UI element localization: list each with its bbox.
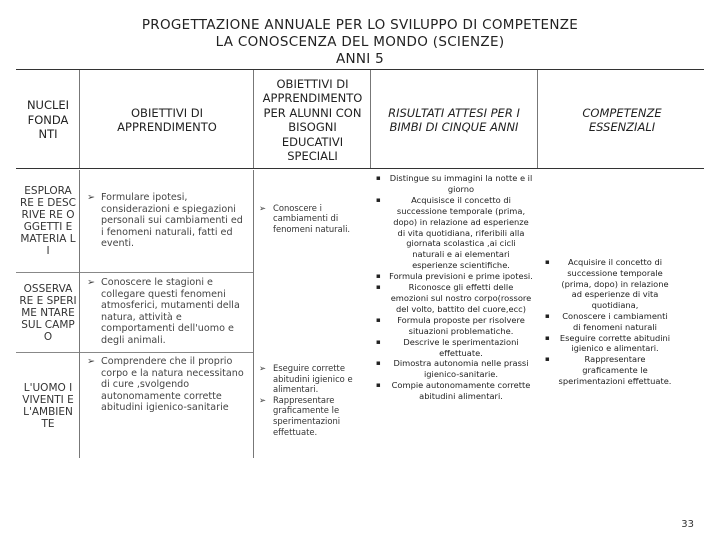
obiettivo-speciale-text: Conoscere i cambiamenti di fenomeni naturali.	[273, 203, 351, 234]
list-item	[544, 311, 672, 333]
header-obiettivi	[82, 72, 252, 168]
nucleo-2-text: OSSERVA RE E SPERIME NTARE SUL CAMPO	[19, 283, 77, 343]
nucleo-1	[18, 172, 78, 270]
header-nuclei	[18, 72, 78, 168]
header-divider-1	[79, 70, 80, 168]
header-obiettivi-speciali	[256, 72, 369, 168]
competenza-text: Conoscere i cambiamenti di fenomeni naturali	[562, 310, 668, 332]
title-line-2: LA CONOSCENZA DEL MONDO (SCIENZE)	[215, 34, 505, 50]
arrow-bullet-icon: ➢	[259, 203, 267, 213]
row-rule-3	[80, 272, 253, 273]
risultato-text: Acquisisce il concetto di successione temporale (prima, dopo) in relazione ad esperienze di vita quotidiana, riferibili alla giornata scolastica ,ai cicli naturali e ai elementari esperienze scientifiche.	[393, 194, 529, 271]
obiettivo-text: Conoscere le stagioni e collegare questi fenomeni atmosferici, mutamenti della natura, attività e comportamenti dell'uomo e degli animali.	[101, 277, 240, 346]
risultato-text: Distingue su immagini la notte e il giorno	[389, 173, 533, 194]
square-bullet-icon: ▪	[376, 337, 381, 346]
square-bullet-icon: ▪	[545, 333, 550, 342]
risultato-text: Riconosce gli effetti delle emozioni sul nostro corpo(rossore del volto, battito del cuore,ecc)	[390, 282, 532, 314]
square-bullet-icon: ▪	[545, 355, 550, 364]
row-rule-4	[80, 352, 253, 353]
list-item	[375, 315, 533, 337]
nucleo-2	[18, 274, 78, 352]
row-rule-2	[16, 352, 79, 353]
obiettivo-text: Comprendere che il proprio corpo e la natura necessitano di cure ,svolgendo autonomamente corrette abitudini igienico-sanitarie	[101, 356, 244, 414]
list-item	[259, 395, 364, 437]
header-divider-2	[253, 70, 254, 168]
list-item	[375, 195, 533, 271]
square-bullet-icon: ▪	[376, 359, 381, 368]
body-divider-2	[253, 170, 254, 458]
risultati-list	[375, 173, 533, 402]
list-item	[544, 354, 672, 386]
obiettivo-list-1	[87, 192, 247, 250]
list-item	[375, 380, 533, 402]
competenza-text: Acquisire il concetto di successione temporale (prima, dopo) in relazione ad esperienze di vita quotidiana,	[561, 257, 669, 311]
obiettivo-list-2	[87, 277, 247, 347]
square-bullet-icon: ▪	[545, 311, 550, 320]
body-divider-1	[79, 170, 80, 458]
competenze-list	[544, 257, 672, 387]
square-bullet-icon: ▪	[376, 174, 381, 182]
obiettivo-list-3	[87, 356, 247, 414]
header-obiettivi-speciali-text: OBIETTIVI DI APPRENDIMENTO PER ALUNNI CON BISOGNI EDUCATIVI SPECIALI	[262, 76, 363, 163]
arrow-bullet-icon: ➢	[259, 394, 267, 405]
header-bottom-rule	[16, 168, 704, 169]
list-item	[375, 282, 533, 315]
list-item	[375, 173, 533, 195]
competenza-text: Rappresentare graficamente le sperimentazioni effettuate.	[558, 354, 672, 386]
nucleo-3-text: L'UOMO I VIVENTI E L'AMBIEN TE	[22, 382, 74, 430]
square-bullet-icon: ▪	[545, 258, 550, 266]
header-divider-4	[537, 70, 538, 168]
risultato-text: Descrive le sperimentazioni effettuate.	[403, 336, 519, 358]
list-item	[259, 203, 359, 234]
nucleo-3	[18, 354, 78, 458]
page-title	[0, 17, 720, 68]
arrow-bullet-icon: ➢	[87, 356, 96, 367]
header-competenze-text: COMPETENZE ESSENZIALI	[582, 105, 662, 134]
risultato-text: Formula proposte per risolvere situazioni problematiche.	[397, 314, 525, 336]
header-nuclei-text: NUCLEI FONDA NTI	[26, 98, 70, 142]
competenza-text: Eseguire corrette abitudini igienico e alimentari.	[559, 332, 671, 354]
list-item	[87, 277, 247, 347]
header-risultati	[372, 72, 536, 168]
obiettivo-speciale-text: Rappresentare graficamente le sperimentazioni effettuate.	[273, 394, 341, 437]
square-bullet-icon: ▪	[376, 283, 381, 292]
obiettivo-text: Formulare ipotesi, considerazioni e spiegazioni personali sui cambiamenti ed i fenomeni naturali, fatti ed eventi.	[101, 192, 243, 250]
obiettivo-speciale-text: Eseguire corrette abitudini igienico e alimentari.	[273, 363, 353, 395]
header-divider-3	[370, 70, 371, 168]
list-item	[375, 271, 533, 282]
list-item	[375, 337, 533, 359]
title-line-3: ANNI 5	[335, 51, 385, 67]
page-number: 33	[681, 519, 694, 530]
list-item	[544, 333, 672, 355]
risultato-text: Formula previsioni e prime ipotesi.	[389, 271, 533, 282]
risultato-text: Dimostra autonomia nelle prassi igienico-sanitarie.	[393, 358, 529, 380]
arrow-bullet-icon: ➢	[87, 277, 96, 288]
square-bullet-icon: ▪	[376, 195, 381, 204]
nucleo-1-text: ESPLORA RE E DESCRIVE RE OGGETTI E MATERIA LI	[20, 185, 76, 257]
list-item	[544, 257, 672, 311]
header-risultati-text: RISULTATI ATTESI PER I BIMBI DI CINQUE ANNI	[388, 105, 520, 134]
square-bullet-icon: ▪	[376, 272, 381, 281]
obiettivi-speciali-list-2	[259, 363, 364, 437]
obiettivi-speciali-list-1	[259, 203, 359, 234]
list-item	[375, 358, 533, 380]
title-line-1: PROGETTAZIONE ANNUALE PER LO SVILUPPO DI COMPETENZE	[141, 17, 579, 33]
risultato-text: Compie autonomamente corrette abitudini alimentari.	[391, 380, 531, 402]
square-bullet-icon: ▪	[376, 315, 381, 324]
arrow-bullet-icon: ➢	[87, 192, 96, 203]
square-bullet-icon: ▪	[376, 381, 381, 390]
list-item	[87, 192, 247, 250]
list-item	[87, 356, 247, 414]
header-competenze	[540, 72, 704, 168]
row-rule-1	[16, 272, 79, 273]
list-item	[259, 363, 364, 395]
header-obiettivi-text: OBIETTIVI DI APPRENDIMENTO	[117, 105, 217, 134]
arrow-bullet-icon: ➢	[259, 363, 267, 373]
table-top-rule	[16, 69, 704, 70]
